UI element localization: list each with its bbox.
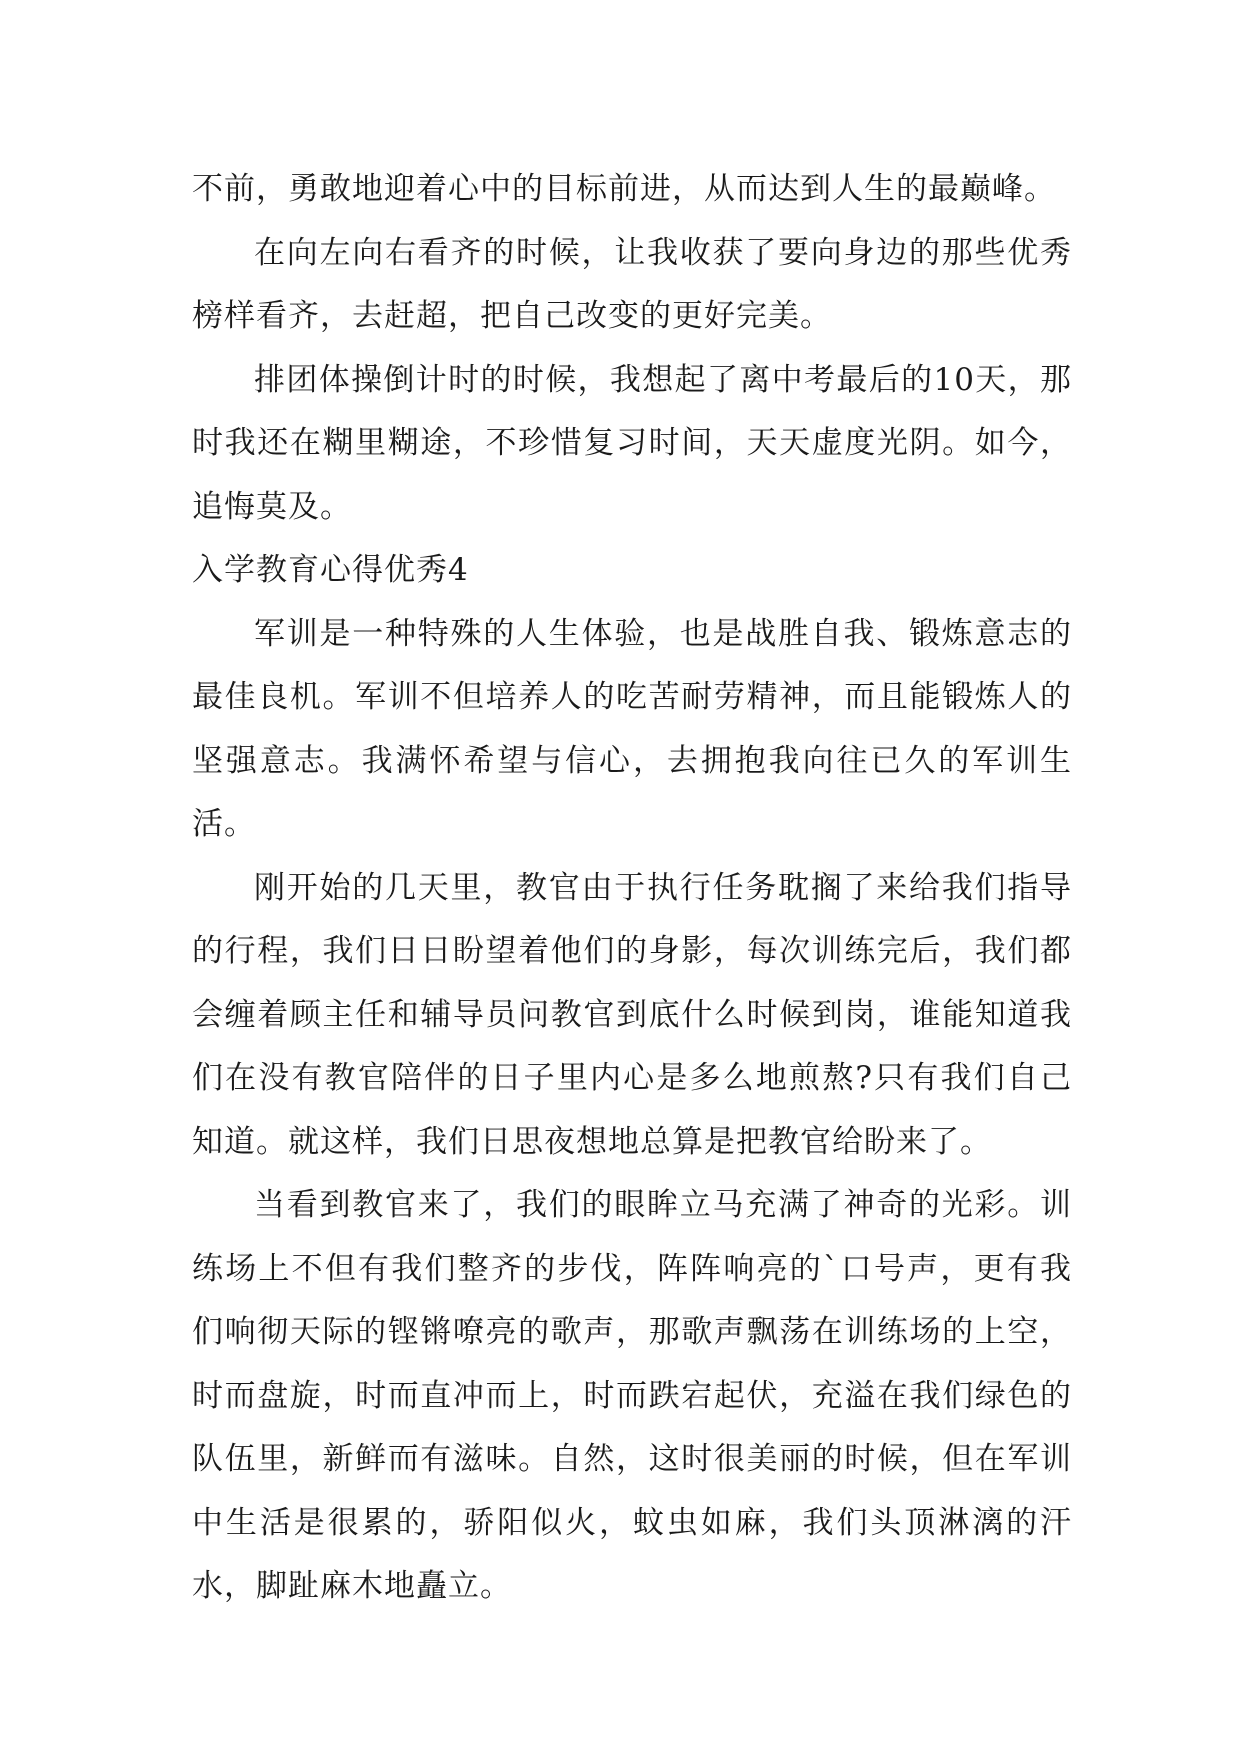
document-body xyxy=(192,158,1072,1619)
section-paragraph-2: 刚开始的几天里，教官由于执行任务耽搁了来给我们指导的行程，我们日日盼望着他们的身影，每次训练完后，我们都会缠着顾主任和辅导员问教官到底什么时候到岗，谁能知道我们在没有教官陪伴的日子里内心是多么地煎熬?只有我们自己知道。就这样，我们日思夜想地总算是把教官给盼来了。 xyxy=(192,869,1072,1160)
paragraph-3: 排团体操倒计时的时候，我想起了离中考最后的10天，那时我还在糊里糊途，不珍惜复习时间，天天虚度光阴。如今，追悔莫及。 xyxy=(192,361,1072,525)
paragraph-2: 在向左向右看齐的时候，让我收获了要向身边的那些优秀榜样看齐，去赶超，把自己改变的更好完美。 xyxy=(192,234,1072,334)
section-title: 入学教育心得优秀4 xyxy=(192,552,469,588)
section-paragraph-3: 当看到教官来了，我们的眼眸立马充满了神奇的光彩。训练场上不但有我们整齐的步伐，阵阵响亮的`口号声，更有我们响彻天际的铿锵嘹亮的歌声，那歌声飘荡在训练场的上空，时而盘旋，时而直冲而上，时而跌宕起伏，充溢在我们绿色的队伍里，新鲜而有滋味。自然，这时很美丽的时候，但在军训中生活是很累的，骄阳似火，蚊虫如麻，我们头顶淋漓的汗水，脚趾麻木地矗立。 xyxy=(192,1187,1072,1604)
section-paragraph-1: 军训是一种特殊的人生体验，也是战胜自我、锻炼意志的最佳良机。军训不但培养人的吃苦耐劳精神，而且能锻炼人的坚强意志。我满怀希望与信心，去拥抱我向往已久的军训生活。 xyxy=(192,615,1072,842)
paragraph-1: 不前，勇敢地迎着心中的目标前进，从而达到人生的最巅峰。 xyxy=(192,171,1056,207)
